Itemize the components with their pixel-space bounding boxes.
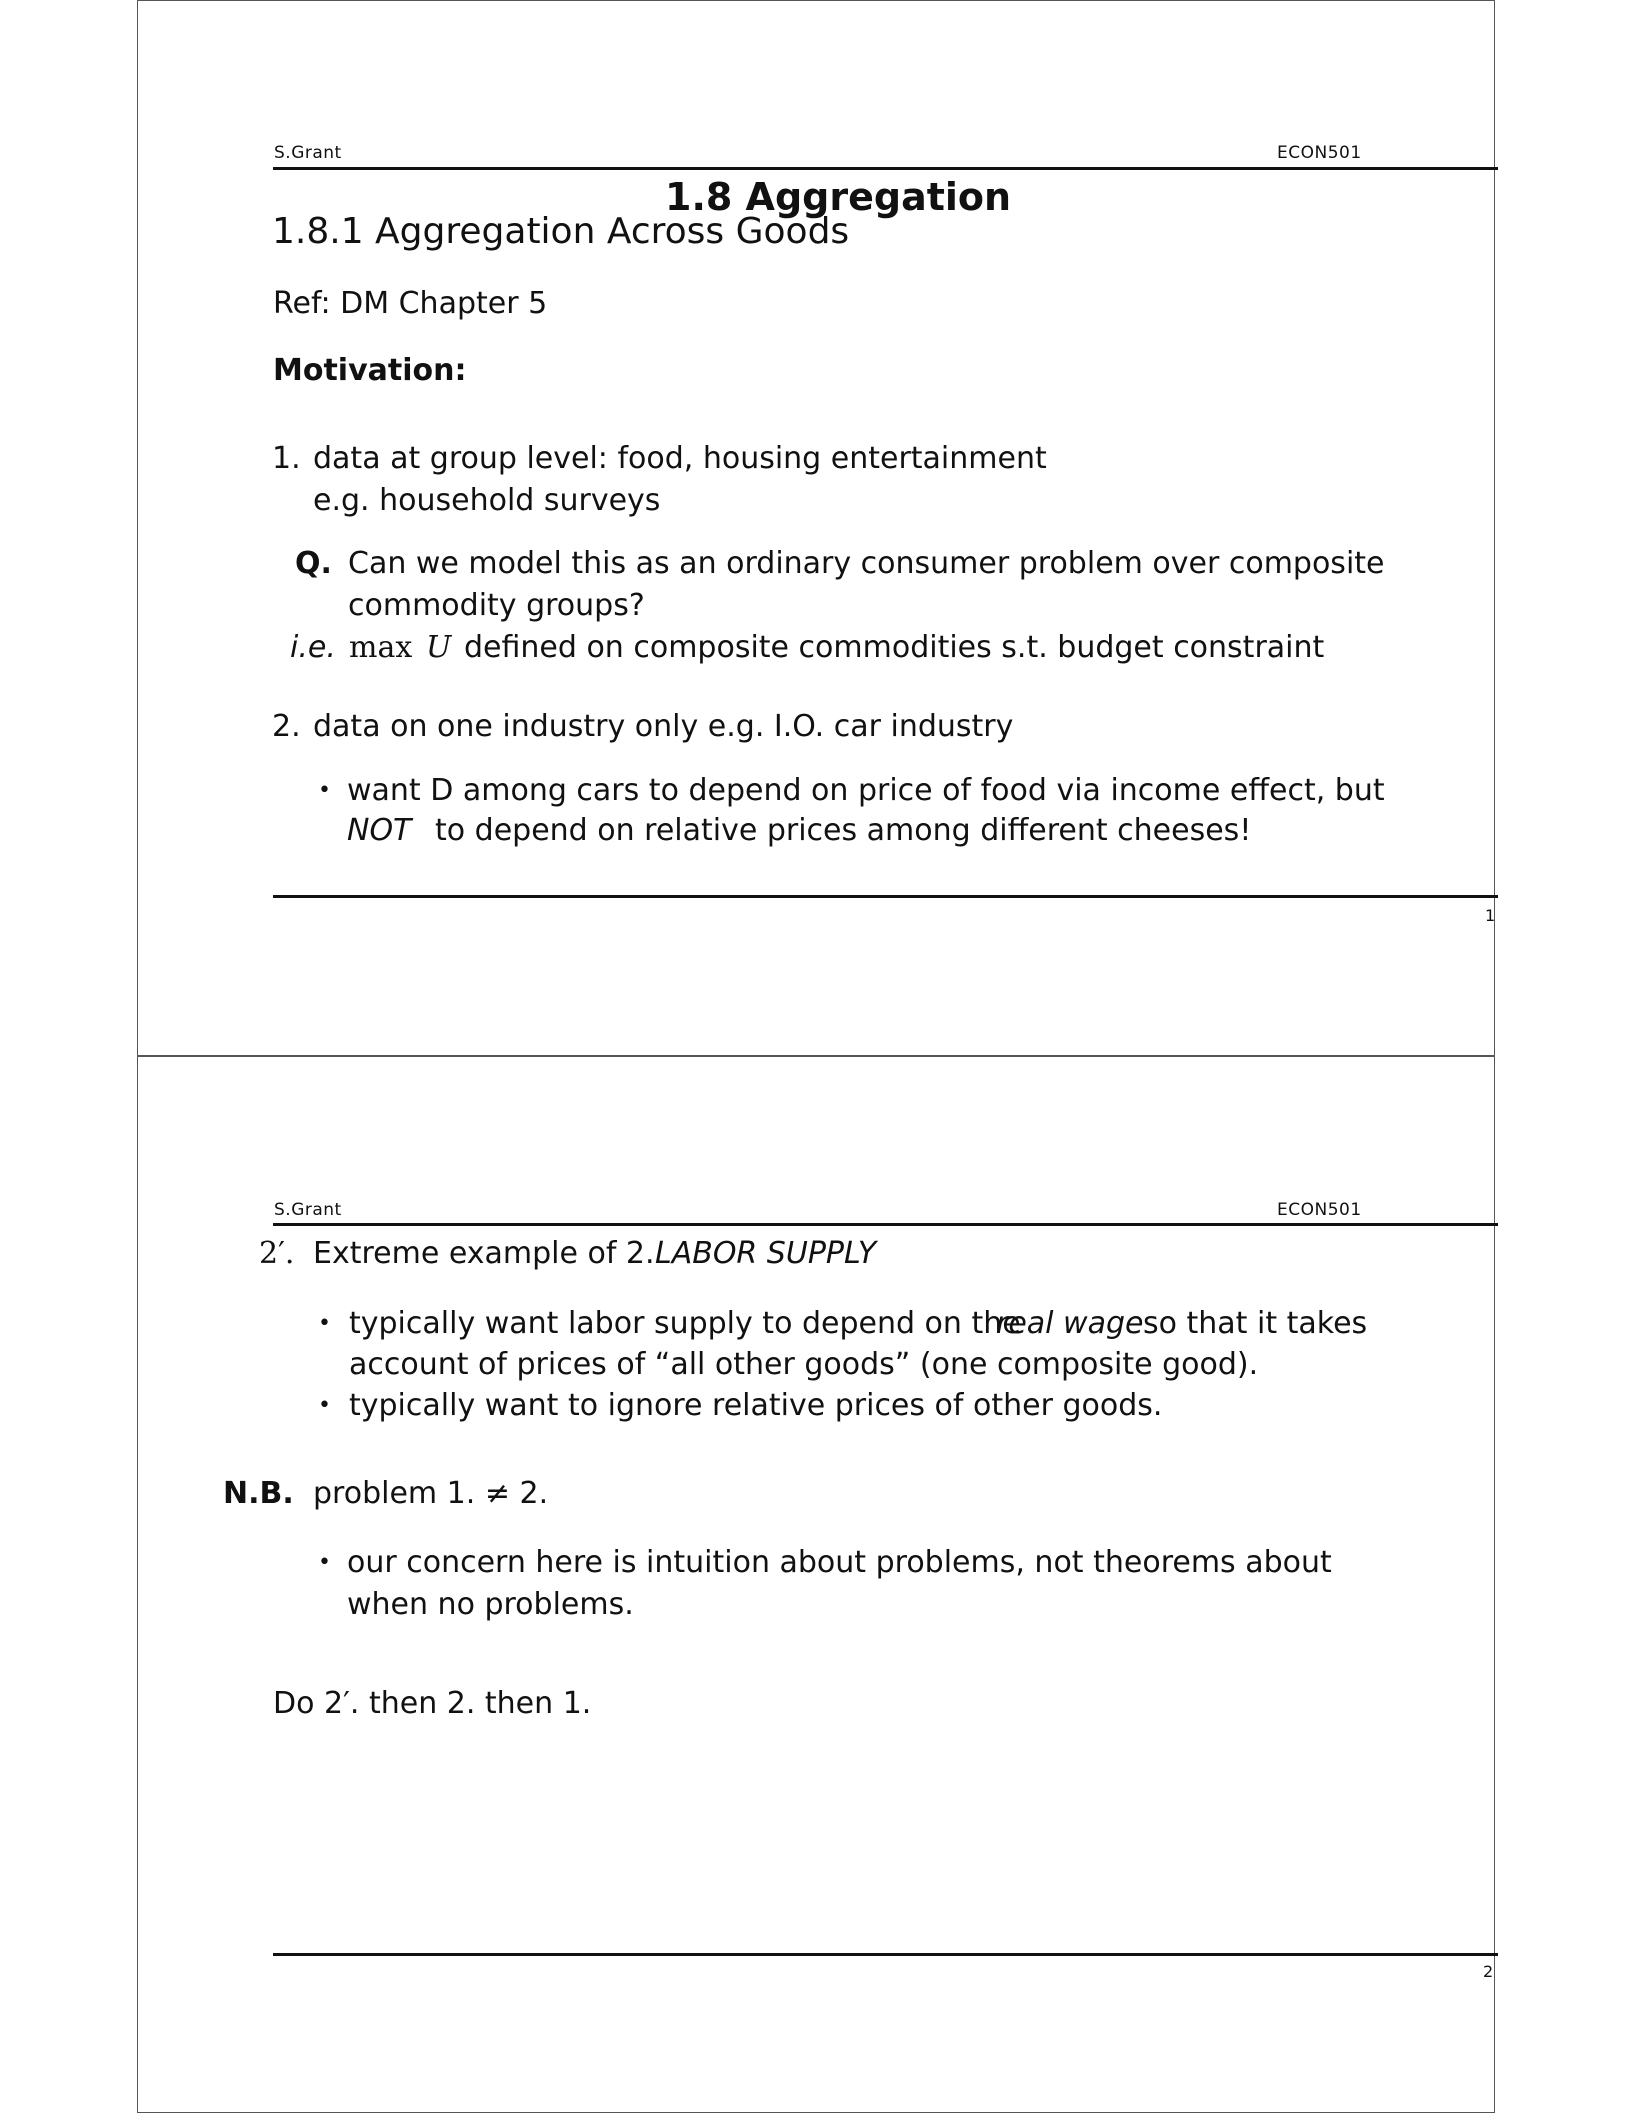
bullet-icon: • bbox=[318, 778, 331, 803]
bullet-1-real-wage: real wage bbox=[996, 1306, 1144, 1341]
bullet-icon: • bbox=[318, 1393, 331, 1418]
header-rule bbox=[273, 1223, 1498, 1226]
header-rule bbox=[273, 167, 1498, 170]
question-line-1: Can we model this as an ordinary consumer problem over composite bbox=[348, 546, 1385, 581]
reference-line: Ref: DM Chapter 5 bbox=[273, 286, 548, 321]
ie-label: i.e. bbox=[290, 630, 336, 665]
question-label: Q. bbox=[295, 546, 332, 581]
bullet-icon: • bbox=[318, 1311, 331, 1336]
bullet-1-line-2: to depend on relative prices among different cheeses! bbox=[435, 813, 1252, 848]
nb-label: N.B. bbox=[223, 1476, 294, 1511]
bullet-2-line-1: typically want to ignore relative prices of other goods. bbox=[349, 1388, 1163, 1423]
footer-rule bbox=[273, 895, 1498, 898]
item-2prime-text: Extreme example of 2. bbox=[313, 1236, 655, 1271]
page-number: 2 bbox=[1483, 1962, 1494, 1981]
question-line-2: commodity groups? bbox=[348, 588, 645, 623]
item-1-example: e.g. household surveys bbox=[313, 483, 661, 518]
max-operator: max bbox=[349, 630, 413, 665]
utility-symbol: U bbox=[426, 630, 452, 665]
header-course: ECON501 bbox=[1277, 143, 1362, 163]
nb-text: problem 1. ≠ 2. bbox=[313, 1476, 549, 1511]
item-1-number: 1. bbox=[272, 441, 301, 476]
ie-text: defined on composite commodities s.t. budget constraint bbox=[464, 630, 1325, 665]
slide-2 bbox=[137, 1056, 1495, 2113]
item-2-number: 2. bbox=[272, 709, 301, 744]
section-title: 1.8 Aggregation bbox=[665, 175, 1012, 219]
bullet-3-line-2: when no problems. bbox=[347, 1587, 634, 1622]
bullet-1-line-1: want D among cars to depend on price of food via income effect, but bbox=[347, 773, 1385, 808]
page-number: 1 bbox=[1485, 906, 1496, 925]
header-author: S.Grant bbox=[274, 143, 342, 163]
bullet-icon: • bbox=[318, 1550, 331, 1575]
bullet-1-line-2: account of prices of “all other goods” (one composite good). bbox=[349, 1347, 1259, 1382]
item-2prime-italic: LABOR SUPPLY bbox=[655, 1236, 877, 1271]
bullet-3-line-1: our concern here is intuition about problems, not theorems about bbox=[347, 1545, 1332, 1580]
item-2prime-number: 2′. bbox=[259, 1236, 295, 1271]
bullet-1-line-1-pre: typically want labor supply to depend on the bbox=[349, 1306, 1021, 1341]
subsection-title: 1.8.1 Aggregation Across Goods bbox=[272, 211, 850, 252]
bullet-1-not: NOT bbox=[347, 813, 412, 848]
ordering-line: Do 2′. then 2. then 1. bbox=[273, 1686, 592, 1721]
item-1-text: data at group level: food, housing entertainment bbox=[313, 441, 1047, 476]
header-author: S.Grant bbox=[274, 1200, 342, 1220]
motivation-heading: Motivation: bbox=[273, 353, 467, 388]
slide-1 bbox=[137, 0, 1495, 1056]
item-2-text: data on one industry only e.g. I.O. car industry bbox=[313, 709, 1014, 744]
bullet-1-line-1-post: so that it takes bbox=[1143, 1306, 1368, 1341]
header-course: ECON501 bbox=[1277, 1200, 1362, 1220]
footer-rule bbox=[273, 1953, 1498, 1956]
